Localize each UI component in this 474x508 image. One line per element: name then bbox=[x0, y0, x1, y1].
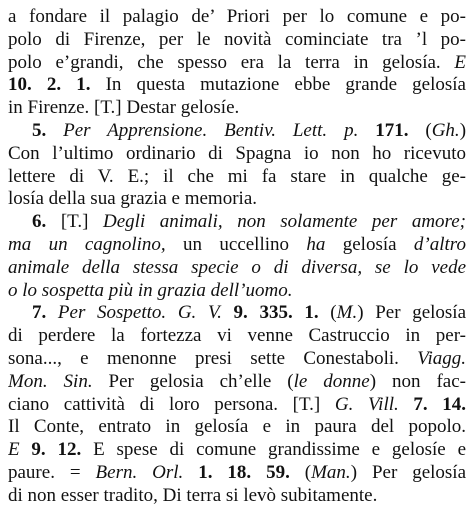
text-segment: Mon. Sin. bbox=[8, 370, 93, 392]
text-line bbox=[8, 211, 466, 234]
text-segment: E spese di comune grandissime e gelosíe e bbox=[81, 439, 466, 461]
text-line bbox=[8, 348, 466, 371]
text-segment: a fondare il palagio de’ Priori per lo comune e po- bbox=[8, 6, 466, 27]
text-segment: 9. 12. bbox=[19, 439, 82, 461]
text-segment: ) non fac- bbox=[369, 370, 466, 392]
text-segment: un uccellino bbox=[183, 233, 307, 255]
text-segment: paure. = bbox=[8, 461, 96, 483]
text-line bbox=[8, 371, 466, 394]
text-segment: Per gelosia ch’elle ( bbox=[92, 370, 294, 392]
text-segment: ) bbox=[459, 119, 466, 141]
text-line bbox=[8, 120, 466, 143]
text-segment: 1. 18. 59. bbox=[183, 461, 290, 483]
text-segment: o lo sospetta più in grazia dell’uomo. bbox=[8, 279, 293, 301]
text-line bbox=[8, 302, 466, 325]
text-line bbox=[8, 234, 466, 257]
text-line bbox=[8, 394, 466, 417]
text-line bbox=[8, 188, 466, 211]
text-line bbox=[8, 52, 466, 75]
text-segment: losía della sua grazia e memoria. bbox=[8, 188, 258, 210]
text-segment: 171. bbox=[375, 119, 409, 141]
text-segment: 7. bbox=[32, 302, 47, 324]
text-segment: polo e’grandi, che spesso era la terra in gelosía. bbox=[8, 51, 455, 73]
text-segment: sona..., e menonne presi sette Conestaboli. bbox=[8, 347, 418, 369]
text-segment: d’altro bbox=[413, 233, 466, 255]
text-segment: E bbox=[454, 51, 466, 73]
text-segment: M. bbox=[336, 302, 358, 324]
text-segment: ha bbox=[306, 233, 326, 255]
text-segment: ( bbox=[318, 302, 337, 324]
text-segment: 7. 14. bbox=[413, 393, 466, 415]
text-segment: 6. bbox=[32, 211, 47, 233]
text-line bbox=[8, 74, 466, 97]
text-segment: G. Vill. bbox=[334, 393, 414, 415]
text-segment: ma un cagnolino, bbox=[8, 233, 184, 255]
text-segment: Viagg. bbox=[417, 347, 466, 369]
text-line bbox=[8, 325, 466, 348]
text-line bbox=[8, 29, 466, 52]
text-segment: Bern. Orl. bbox=[95, 461, 184, 483]
text-segment: E bbox=[8, 439, 20, 461]
text-segment: ciano cattività di loro persona. [T.] bbox=[8, 393, 335, 415]
text-segment: 5. bbox=[32, 119, 47, 141]
text-line bbox=[8, 462, 466, 485]
text-segment: animale della stessa specie o di diversa, se lo vede bbox=[8, 256, 466, 278]
dictionary-entry-text bbox=[8, 6, 466, 508]
text-line bbox=[8, 257, 466, 280]
text-line bbox=[8, 485, 466, 508]
text-segment: Con l’ultimo ordinario di Spagna io non ho ricevuto bbox=[8, 142, 466, 164]
text-segment: 9. 335. 1. bbox=[233, 302, 319, 324]
text-segment: ( bbox=[408, 119, 432, 141]
text-segment: 10. 2. 1. bbox=[8, 74, 91, 96]
text-segment: Degli animali, non solamente per amore; bbox=[103, 211, 466, 233]
text-line bbox=[8, 439, 466, 462]
text-segment: Il Conte, entrato in gelosía e in paura del popolo. bbox=[8, 416, 466, 438]
text-line bbox=[8, 280, 466, 303]
text-line bbox=[8, 143, 466, 166]
text-segment: gelosía bbox=[325, 233, 414, 255]
text-segment: ) Per gelosía bbox=[357, 302, 466, 324]
text-segment: le donne bbox=[293, 370, 370, 392]
text-line bbox=[8, 416, 466, 439]
text-segment: di non esser tradito, Di terra si levò subitamente. bbox=[8, 484, 378, 506]
text-segment: Per Sospetto. G. V. bbox=[46, 302, 234, 324]
text-line bbox=[8, 166, 466, 189]
text-segment: polo di Firenze, per le novità cominciate tra ’l po- bbox=[8, 28, 466, 50]
text-line bbox=[8, 97, 466, 120]
text-segment: Gh. bbox=[431, 119, 460, 141]
text-segment: ) Per gelosía bbox=[350, 461, 466, 483]
text-segment: Per Apprensione. Bentiv. Lett. p. bbox=[46, 119, 376, 141]
text-line bbox=[8, 6, 466, 29]
text-segment: di perdere la fortezza vi venne Castruccio in per- bbox=[8, 325, 466, 347]
text-segment: In questa mutazione ebbe grande gelosía bbox=[90, 74, 466, 96]
text-segment: lettere di V. E.; il che mi fa stare in qualche ge- bbox=[8, 165, 466, 187]
text-segment: Man. bbox=[311, 461, 351, 483]
text-segment: ( bbox=[289, 461, 312, 483]
text-segment: in Firenze. [T.] Destar gelosíe. bbox=[8, 97, 240, 119]
text-segment: [T.] bbox=[46, 211, 104, 233]
